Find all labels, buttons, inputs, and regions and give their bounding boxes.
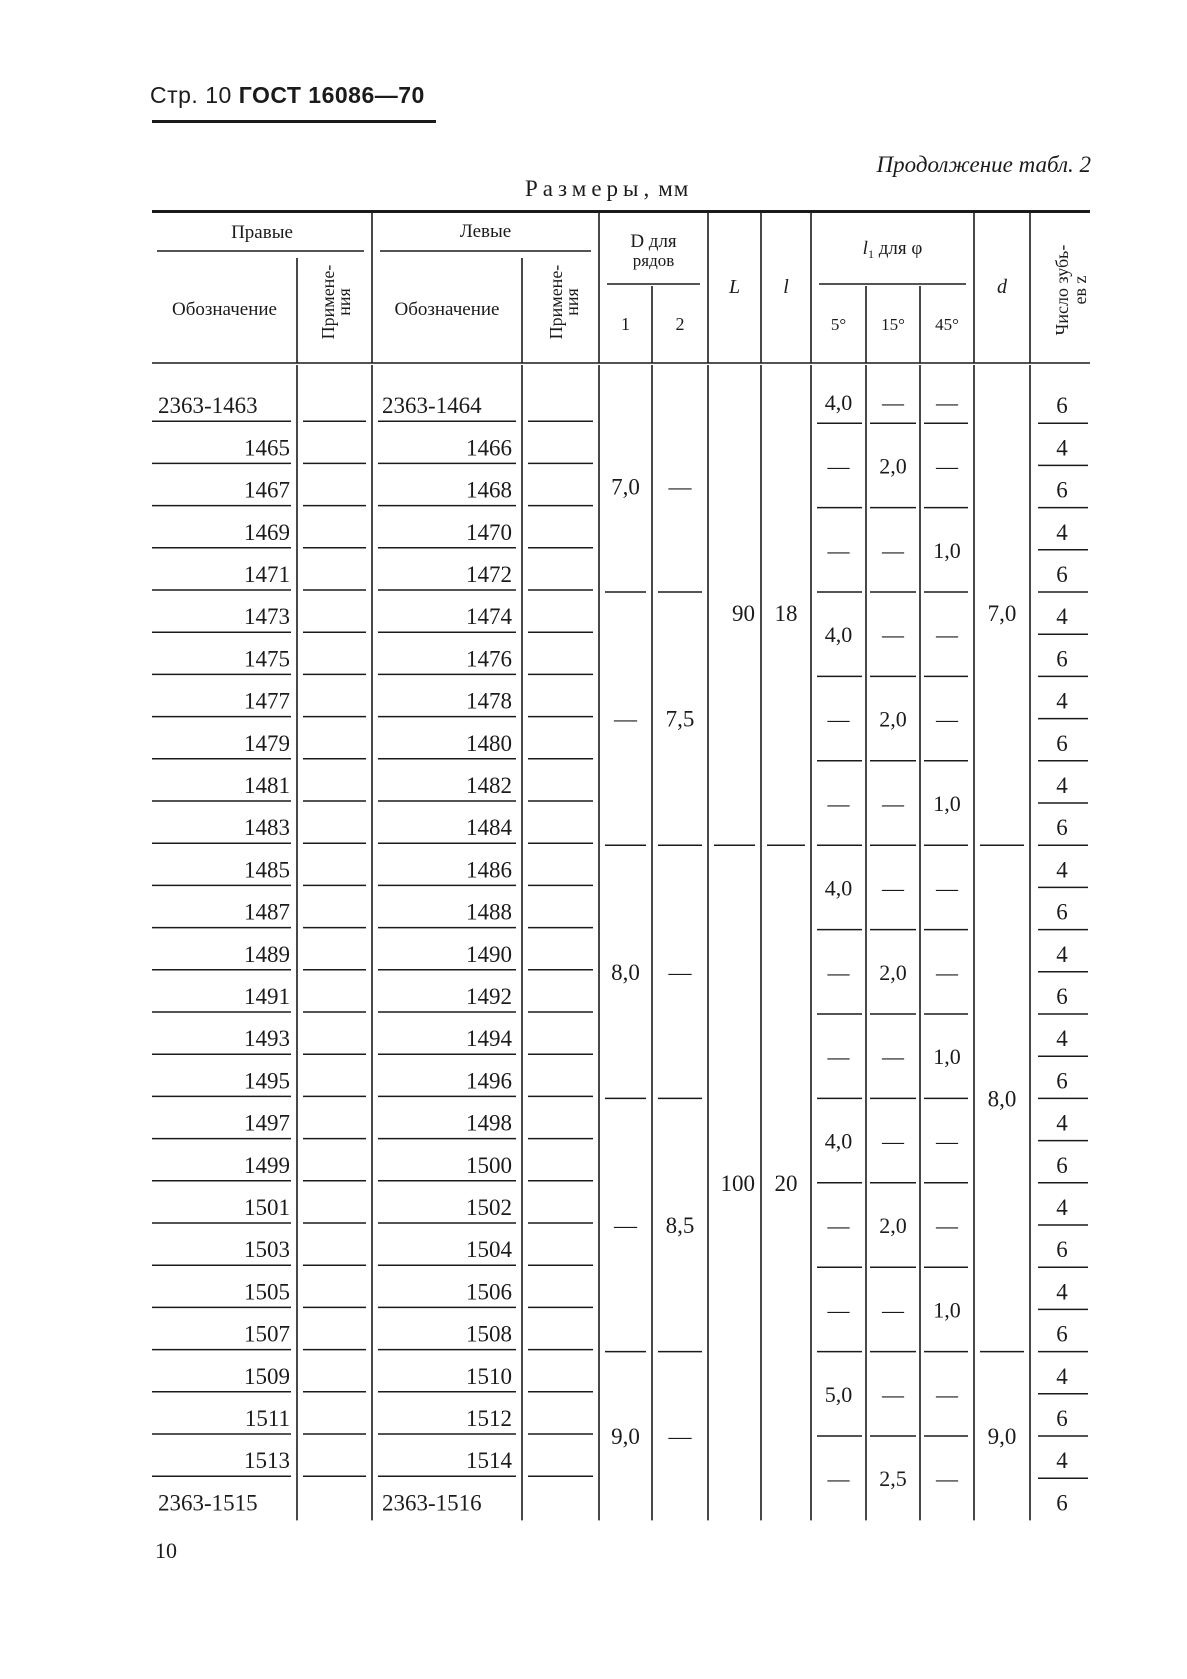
left-designation: 1490 [466, 941, 512, 967]
L-value: 100 [720, 1170, 755, 1196]
left-designation: 1508 [466, 1321, 512, 1347]
left-designation: 1502 [466, 1195, 512, 1220]
teeth-count: 6 [1056, 1490, 1068, 1516]
left-designation: 1468 [466, 477, 512, 503]
l1-45deg-value: — [936, 1381, 958, 1407]
l1-15deg-value: — [882, 537, 904, 563]
l1-15deg-value: — [882, 875, 904, 901]
l1-5deg-value: — [827, 453, 850, 479]
right-designation: 1485 [244, 857, 290, 883]
l1-5deg-value: — [827, 537, 850, 563]
l1-45deg-value: 1,0 [933, 791, 961, 816]
right-designation: 1467 [244, 477, 290, 503]
header-applicability-left-2: ния [562, 288, 582, 316]
l1-5deg-value: 4,0 [824, 1128, 853, 1154]
d-row2-value: — [668, 959, 692, 985]
l1-5deg-value: 4,0 [824, 875, 853, 901]
l1-15deg-value: 2,0 [879, 706, 907, 732]
right-designation: 1471 [244, 562, 290, 587]
l1-45deg-value: — [936, 959, 958, 985]
l1-15deg-value: — [882, 1297, 904, 1323]
l1-45deg-value: 1,0 [933, 1044, 961, 1070]
header-l1-suffix: для φ [873, 238, 923, 259]
left-designation: 1484 [466, 815, 512, 841]
left-designation: 1472 [466, 562, 512, 587]
left-designation: 1494 [466, 1026, 512, 1052]
dimensions-word: Размеры, [525, 176, 655, 201]
right-designation: 1499 [244, 1152, 290, 1178]
left-designation: 1496 [466, 1068, 512, 1094]
l1-15deg-value: — [882, 1381, 904, 1407]
header-angle-15: 15° [881, 315, 905, 334]
right-designation: 1507 [244, 1321, 290, 1347]
left-designation: 1470 [466, 519, 512, 545]
header-applicability-right-1: Примене- [318, 264, 338, 340]
left-designation: 1500 [466, 1152, 512, 1178]
header-angle-5: 5° [830, 315, 847, 334]
l-value: 18 [774, 601, 798, 627]
header-l: l [783, 276, 789, 298]
left-designation: 1482 [466, 773, 512, 798]
teeth-count: 4 [1056, 1195, 1068, 1220]
left-designation: 1492 [466, 984, 512, 1009]
page-prefix: Стр. 10 [150, 82, 232, 108]
right-designation: 1491 [244, 984, 290, 1009]
header-L: L [728, 276, 741, 298]
header-d-row1: 1 [621, 314, 630, 334]
right-designation: 1469 [244, 519, 290, 545]
page-number: 10 [155, 1538, 177, 1563]
l1-45deg-value: — [936, 706, 958, 732]
l1-5deg-value: — [827, 706, 850, 732]
header-teeth-2: ев z [1070, 275, 1090, 305]
l1-45deg-value: 1,0 [933, 1297, 961, 1323]
l1-15deg-value: — [882, 390, 904, 416]
left-designation: 1474 [466, 604, 512, 630]
teeth-count: 6 [1056, 393, 1068, 419]
header-right: Правые [231, 222, 293, 243]
right-designation: 1503 [244, 1237, 290, 1263]
right-designation: 1487 [244, 899, 290, 925]
d-row2-value: 8,5 [665, 1213, 695, 1238]
right-designation: 1483 [244, 815, 290, 841]
l1-5deg-value: — [827, 1466, 850, 1492]
table-continuation-label: Продолжение табл. 2 [876, 152, 1091, 177]
l1-45deg-value: — [936, 453, 958, 479]
right-designation: 1511 [244, 1406, 290, 1431]
standard-number: ГОСТ 16086—70 [238, 82, 425, 108]
l1-5deg-value: 4,0 [824, 390, 853, 416]
l1-45deg-value: — [936, 1466, 958, 1492]
teeth-count: 4 [1056, 857, 1068, 883]
l1-45deg-value: 1,0 [933, 537, 961, 563]
d-row1-value: — [614, 706, 637, 732]
l1-15deg-value: 2,0 [879, 1213, 907, 1238]
l1-5deg-value: — [827, 1213, 850, 1238]
right-designation: 1465 [244, 435, 290, 461]
d-row1-value: — [614, 1213, 637, 1238]
teeth-count: 6 [1056, 1152, 1068, 1178]
d-row1-value: 8,0 [611, 959, 640, 985]
right-designation: 2363-1463 [158, 393, 258, 419]
right-designation: 1489 [244, 941, 290, 967]
header-d-rows-2: рядов [632, 251, 675, 270]
teeth-count: 6 [1056, 1068, 1068, 1094]
teeth-count: 4 [1056, 1026, 1068, 1052]
header-l1: $l_1$ для φ [862, 238, 923, 261]
left-designation: 1466 [466, 435, 512, 461]
dimensions-unit: мм [658, 176, 690, 201]
L-value: 90 [732, 601, 755, 627]
right-designation: 1505 [244, 1279, 290, 1305]
right-designation: 1493 [244, 1026, 290, 1052]
header-teeth-1: Число зубь- [1052, 244, 1072, 336]
l1-5deg-value: — [827, 1297, 850, 1323]
left-designation: 1486 [466, 857, 512, 883]
l1-15deg-value: 2,0 [879, 959, 907, 985]
right-designation: 1477 [244, 688, 290, 714]
header-left: Левые [459, 221, 512, 242]
d-row1-value: 7,0 [611, 474, 640, 500]
teeth-count: 4 [1056, 1448, 1068, 1474]
header-d-rows-1: D для [630, 231, 677, 252]
teeth-count: 6 [1056, 477, 1068, 503]
header-applicability-right-2: ния [334, 288, 354, 316]
teeth-count: 4 [1056, 1110, 1068, 1136]
left-designation: 1478 [466, 688, 512, 714]
teeth-count: 4 [1056, 688, 1068, 714]
l1-45deg-value: — [936, 875, 958, 901]
l1-5deg-value: — [827, 1044, 850, 1070]
teeth-count: 6 [1056, 1406, 1068, 1431]
left-designation: 1480 [466, 730, 512, 756]
l1-45deg-value: — [936, 1128, 958, 1154]
d-row2-value: 7,5 [665, 706, 695, 732]
teeth-count: 6 [1056, 899, 1068, 925]
l1-45deg-value: — [936, 622, 958, 648]
d-row2-value: — [668, 1424, 692, 1449]
teeth-count: 6 [1056, 730, 1068, 756]
left-designation: 1488 [466, 899, 512, 925]
l1-15deg-value: 2,0 [879, 453, 907, 479]
l1-15deg-value: 2,5 [879, 1466, 907, 1492]
teeth-count: 4 [1056, 1363, 1068, 1389]
l1-45deg-value: — [936, 390, 958, 416]
right-designation: 1509 [244, 1363, 290, 1389]
right-designation: 1501 [244, 1195, 290, 1220]
left-designation: 1514 [466, 1448, 512, 1474]
teeth-count: 4 [1056, 773, 1068, 798]
right-designation: 1497 [244, 1110, 290, 1136]
d-small-value: 9,0 [987, 1424, 1017, 1449]
d-small-value: 7,0 [987, 601, 1017, 627]
header-designation-left: Обозначение [394, 299, 500, 320]
header-d-row2: 2 [675, 314, 685, 334]
right-designation: 2363-1515 [158, 1490, 258, 1516]
header-designation-right: Обозначение [172, 299, 277, 320]
teeth-count: 4 [1056, 604, 1068, 630]
left-designation: 1512 [466, 1406, 512, 1431]
right-designation: 1481 [244, 773, 290, 798]
left-designation: 1510 [466, 1363, 512, 1389]
d-row2-value: — [668, 474, 692, 500]
teeth-count: 4 [1056, 435, 1068, 461]
header-l1-subscript: 1 [867, 247, 874, 261]
l1-15deg-value: — [882, 1044, 904, 1070]
left-designation: 1476 [466, 646, 512, 672]
right-designation: 1479 [244, 730, 290, 756]
l1-15deg-value: — [882, 622, 904, 648]
teeth-count: 6 [1056, 815, 1068, 841]
l-value: 20 [774, 1170, 798, 1196]
d-row1-value: 9,0 [611, 1424, 640, 1449]
left-designation: 1504 [466, 1237, 512, 1263]
right-designation: 1475 [244, 646, 290, 672]
teeth-count: 6 [1056, 646, 1068, 672]
l1-5deg-value: — [827, 959, 850, 985]
teeth-count: 4 [1056, 1279, 1068, 1305]
l1-45deg-value: — [936, 1213, 958, 1238]
l1-5deg-value: 4,0 [824, 622, 853, 648]
header-angle-45: 45° [935, 315, 959, 334]
teeth-count: 6 [1056, 1237, 1068, 1263]
teeth-count: 6 [1056, 984, 1068, 1009]
right-designation: 1495 [244, 1068, 290, 1094]
left-designation: 1506 [466, 1279, 512, 1305]
teeth-count: 6 [1056, 562, 1068, 587]
right-designation: 1473 [244, 604, 290, 630]
left-designation: 1498 [466, 1110, 512, 1136]
l1-15deg-value: — [882, 1128, 904, 1154]
left-designation: 2363-1516 [382, 1490, 482, 1516]
l1-5deg-value: — [827, 791, 850, 816]
d-small-value: 8,0 [987, 1086, 1017, 1112]
teeth-count: 6 [1056, 1321, 1068, 1347]
l1-15deg-value: — [882, 791, 904, 816]
teeth-count: 4 [1056, 519, 1068, 545]
left-designation: 2363-1464 [382, 393, 482, 419]
right-designation: 1513 [244, 1448, 290, 1474]
l1-5deg-value: 5,0 [824, 1381, 853, 1407]
teeth-count: 4 [1056, 941, 1068, 967]
header-d-small: d [997, 276, 1007, 298]
header-applicability-left-1: Примене- [546, 264, 566, 340]
